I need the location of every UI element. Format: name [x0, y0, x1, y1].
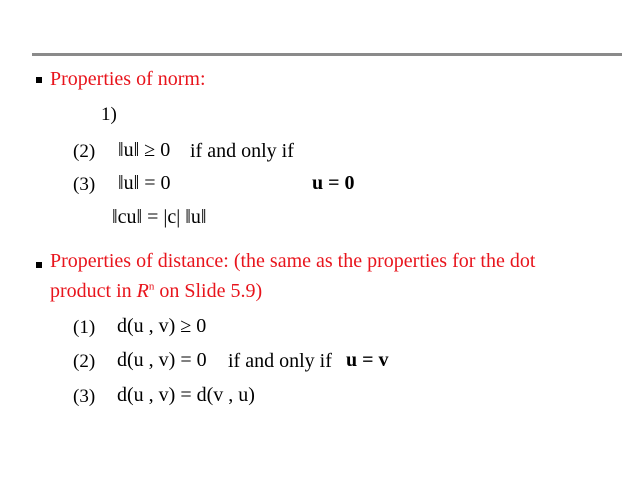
bullet-icon [36, 262, 42, 268]
item-number: (3) [73, 386, 96, 407]
rn-superscript: n [148, 280, 155, 293]
section-title-distance-line2 [50, 280, 262, 303]
item-number: 1) [101, 104, 117, 125]
section-title-norm: Properties of norm: [50, 68, 206, 90]
item-number: (2) [73, 351, 96, 372]
expr-text: ‖u‖ ≥ 0 [118, 139, 171, 161]
section-title-distance: Properties of distance: (the same as the properties for the dot [50, 250, 536, 272]
iff-text: if and only if [190, 140, 294, 162]
distance-symmetry-expr: d(u , v) = d(v , u) [117, 384, 255, 406]
norm-nonnegative-expr [118, 139, 170, 162]
item-number: (3) [73, 174, 96, 195]
u-equals-zero-expr: u = 0 [312, 172, 355, 194]
homogeneity-expr: ‖cu‖ = |c| ‖u‖ [112, 206, 207, 228]
distance-zero-expr: d(u , v) = 0 [117, 349, 207, 371]
title-text: product in [50, 280, 137, 302]
item-number: (1) [73, 317, 96, 338]
item-number: (2) [73, 141, 96, 162]
distance-nonnegative-expr: d(u , v) ≥ 0 [117, 315, 207, 337]
title-text: on Slide 5.9) [154, 280, 263, 302]
u-equals-v-expr: u = v [346, 349, 389, 371]
rn-symbol: R [136, 280, 149, 302]
header-rule [32, 53, 622, 56]
norm-zero-expr: ‖u‖ = 0 [118, 172, 171, 194]
bullet-icon [36, 77, 42, 83]
iff-text: if and only if [228, 350, 332, 372]
